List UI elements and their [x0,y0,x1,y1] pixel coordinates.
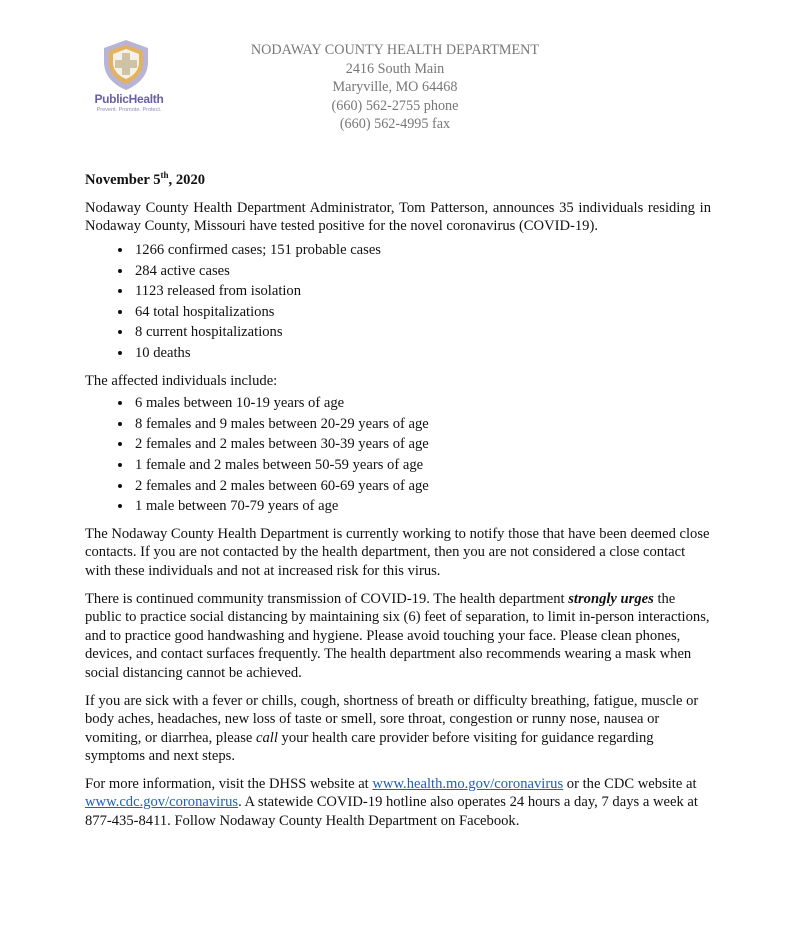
phone-number: (660) 562-2755 phone [331,97,459,114]
intro-paragraph: Nodaway County Health Department Administrator, Tom Patterson, announces 35 individuals residing in Nodaway County, Missouri have tested positive for the novel coronavirus (COVID-19). [85,199,711,235]
list-item: • 6 males between 10-19 years of age [133,393,711,414]
fax-number: (660) 562-4995 fax [339,116,451,133]
case-stats-list [85,240,711,364]
transmission-paragraph: There is continued community transmission of COVID-19. The health department strongly urges the public to practice social distancing by maintaining six (6) feet of separation, to limit in-person interactions, and to practice good handwashing and hygiene. Please avoid touching your face. Please clean phones, devices, and contact surfaces frequently. The health department also recommends wearing a mask when social distancing cannot be achieved. [85,590,710,681]
list-item: • 8 females and 9 males between 20-29 years of age [133,414,711,435]
logo-tagline: Prevent. Promote. Protect. [96,107,162,113]
shield-cross-icon [100,38,152,92]
dhss-link[interactable]: www.health.mo.gov/coronavirus [372,775,564,792]
contacts-paragraph: The Nodaway County Health Department is currently working to notify those that have been deemed close contacts. If you are not contacted by the health department, then you are not considered a close contact with these individuals and not at increased risk for this virus. [85,525,710,579]
list-item: • 1 female and 2 males between 50-59 years of age [133,455,711,476]
affected-list [85,393,711,517]
affected-heading: The affected individuals include: [85,372,278,389]
list-item: • 2 females and 2 males between 60-69 years of age [133,476,711,497]
list-item: • 2 females and 2 males between 30-39 years of age [133,434,711,455]
letterhead [200,41,590,134]
symptoms-paragraph: If you are sick with a fever or chills, cough, shortness of breath or difficulty breathing, fatigue, muscle or body aches, headaches, new loss of taste or smell, sore throat, congestion or runny nose, nausea or vomiting, or diarrhea, please call your health care provider before visiting for guidance regarding symptoms and next steps. [85,692,699,765]
public-health-logo [80,38,172,118]
press-release-body [85,170,711,831]
info-paragraph: For more information, visit the DHSS website at www.health.mo.gov/coronavirus or the CDC website at www.cdc.gov/coronavirus. A statewide COVID-19 hotline also operates 24 hours a day, 7 days a week at 877-435-8411. Follow Nodaway County Health Department on Facebook. [85,775,698,830]
release-date: November 5th, 2020 [85,170,206,188]
list-item: • 1266 confirmed cases; 151 probable cases [133,240,711,261]
org-name: NODAWAY COUNTY HEALTH DEPARTMENT [250,42,540,58]
list-item: • 8 current hospitalizations [133,322,711,343]
list-item: • 64 total hospitalizations [133,302,711,323]
cdc-link[interactable]: www.cdc.gov/coronavirus [85,794,239,811]
city-address: Maryville, MO 64468 [332,79,458,96]
list-item: • 1123 released from isolation [133,281,711,302]
logo-title: PublicHealth [94,92,164,106]
list-item: • 10 deaths [133,343,711,364]
list-item: • 1 male between 70-79 years of age [133,496,711,517]
street-address: 2416 South Main [345,60,445,77]
list-item: • 284 active cases [133,261,711,282]
